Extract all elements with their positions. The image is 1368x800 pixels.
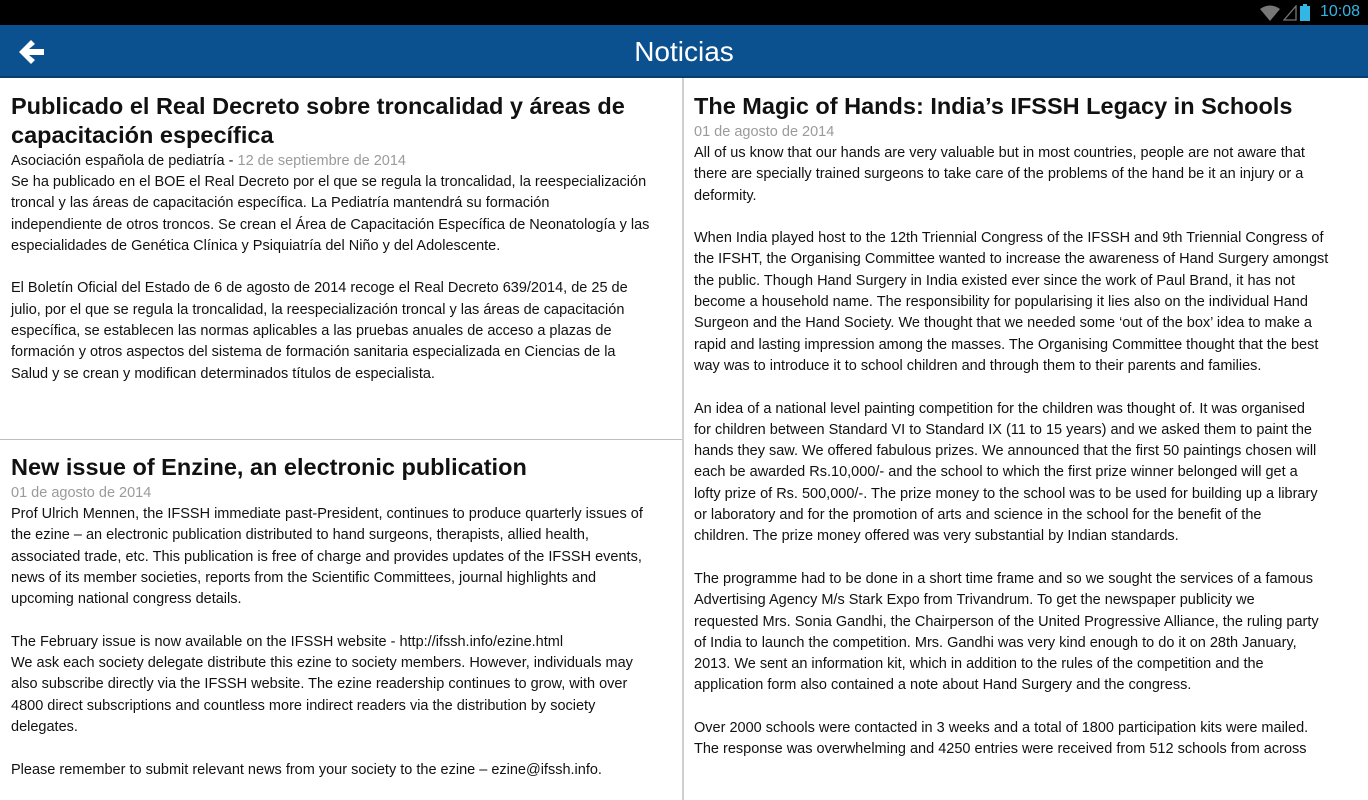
- article-text-line: Surgeon and the Hand Society. We thought that we needed some ‘out of the box’ idea to make a: [694, 315, 1312, 332]
- article-text-line: for children between Standard VI to Standard IX (11 to 15 years) and we asked them to paint the: [694, 421, 1312, 438]
- article-text-line: The response was overwhelming and 4250 entries were received from 512 schools from across: [694, 741, 1307, 758]
- article-text-line: news of its member societies, reports from the Scientific Committees, journal highlights and: [11, 569, 597, 586]
- article-text-line: formación y otros aspectos del sistema de formación sanitaria especializada en Ciencias de la: [11, 344, 616, 361]
- article-text-line: the public. Though Hand Surgery in India existed ever since the work of Paul Brand, it has not: [694, 272, 1296, 289]
- article-title-line: New issue of Enzine, an electronic publication: [11, 454, 527, 480]
- article-text-line: deformity.: [694, 187, 757, 204]
- article-text-line: 4800 direct subscriptions and countless more indirect readers via the distribution by society: [11, 697, 596, 714]
- column-divider: [682, 78, 684, 800]
- article-source: Asociación española de pediatría -: [11, 153, 238, 169]
- article-text-line: the IFSHT, the Organising Committee wanted to increase the awareness of Hand Surgery amongst: [694, 251, 1329, 268]
- article-title: [11, 92, 676, 150]
- wifi-icon: [1260, 5, 1280, 21]
- paragraph-gap: [694, 548, 1364, 569]
- article-text-line: upcoming national congress details.: [11, 591, 242, 608]
- paragraph-gap: [694, 207, 1364, 228]
- article-date: 01 de agosto de 2014: [694, 124, 835, 140]
- paragraph-gap: [11, 610, 676, 631]
- article-title-line: capacitación específica: [11, 122, 274, 148]
- article-text-line: Advertising Agency M/s Stark Expo from Trivandrum. To get the newspaper publicity we: [694, 592, 1255, 609]
- news-article[interactable]: [11, 453, 676, 781]
- article-meta: [694, 122, 1364, 143]
- article-text-line: become a household name. The responsibility for popularising it lies also on the individual Hand: [694, 294, 1308, 311]
- article-date: 12 de septiembre de 2014: [237, 153, 407, 169]
- article-body: [694, 143, 1364, 761]
- signal-icon: [1283, 5, 1297, 21]
- article-text-line: application form also contained a note about Hand Surgery and the congress.: [694, 677, 1192, 694]
- page-title: Noticias: [634, 36, 734, 67]
- article-text-line: Prof Ulrich Mennen, the IFSSH immediate past-President, continues to produce quarterly issues of: [11, 506, 643, 522]
- article-body: [11, 172, 676, 385]
- article-body: [11, 504, 676, 781]
- article-text-line: or laboratory and for the promotion of arts and science in the school for the benefit of the: [694, 507, 1262, 524]
- news-article[interactable]: [11, 92, 676, 385]
- article-text-line: children. The prize money offered was very substantial by Indian standards.: [694, 528, 1179, 545]
- article-text-line: requested Mrs. Sonia Gandhi, the Chairperson of the United Progressive Alliance, the ruling party: [694, 613, 1319, 630]
- article-text-line: julio, por el que se regula la troncalidad, la reespecialización troncal y las áreas de capacitación: [11, 301, 625, 318]
- article-text-line: independiente de otros troncos. Se crean el Área de Capacitación Específica de Neonatología y las: [11, 216, 650, 233]
- article-title: [694, 92, 1364, 121]
- paragraph-gap: [11, 257, 676, 278]
- article-text-line: Salud y se crean y modifican determinados títulos de especialista.: [11, 365, 435, 382]
- article-text-line: específica, se establecen las normas aplicables a las pruebas anuales de acceso a plazas de: [11, 323, 612, 340]
- paragraph-gap: [694, 697, 1364, 718]
- article-text-line: The programme had to be done in a short time frame and so we sought the services of a famous: [694, 570, 1313, 587]
- battery-icon: [1300, 4, 1310, 21]
- article-text-line: hands they saw. We offered fabulous prizes. We announced that the first 50 paintings chosen will: [694, 443, 1317, 460]
- article-text-line: When India played host to the 12th Triennial Congress of the IFSSH and 9th Triennial Congress of: [694, 230, 1324, 247]
- article-meta: [11, 151, 676, 172]
- news-article[interactable]: [694, 92, 1364, 761]
- article-text-line: each be awarded Rs.10,000/- and the school to which the first prize winner belonged will get a: [694, 464, 1298, 481]
- article-text-line: rapid and lasting impression among the masses. The Organising Committee thought that the best: [694, 336, 1319, 353]
- article-text-line: the ezine – an electronic publication distributed to hand surgeons, therapists, allied health,: [11, 527, 589, 544]
- article-text-line: delegates.: [11, 718, 78, 735]
- article-text-line: Se ha publicado en el BOE el Real Decreto por el que se regula la troncalidad, la reespecialización: [11, 174, 647, 190]
- article-text-line: troncal y las áreas de capacitación específica. La Pediatría mantendrá su formación: [11, 195, 550, 212]
- article-text-line: associated trade, etc. This publication is free of charge and provides updates of the IFSSH events,: [11, 548, 642, 565]
- clock: 10:08: [1319, 3, 1360, 20]
- paragraph-gap: [694, 377, 1364, 398]
- article-text-line: lofty prize of Rs. 500,000/-. The prize money to the school was to be used for building up a library: [694, 485, 1318, 502]
- article-text-line: there are specially trained surgeons to take care of the problems of the hand be it an injury or a: [694, 166, 1304, 183]
- article-text-line: All of us know that our hands are very valuable but in most countries, people are not aware that: [694, 145, 1305, 161]
- app-bar: [0, 25, 1368, 78]
- article-title-line: Publicado el Real Decreto sobre troncalidad y áreas de: [11, 93, 625, 119]
- article-text-line: especialidades de Genética Clínica y Psiquiatría del Niño y del Adolescente.: [11, 237, 501, 254]
- article-text-line: of India to launch the competition. Mrs. Gandhi was very kind enough to do it on 28th January,: [694, 634, 1297, 651]
- article-divider: [0, 439, 682, 440]
- article-text-line: also subscribe directly via the IFSSH website. The ezine readership continues to grow, with over: [11, 676, 628, 693]
- status-bar: [0, 0, 1368, 25]
- article-title: [11, 453, 676, 482]
- article-text-line: We ask each society delegate distribute this ezine to society members. However, individuals may: [11, 655, 633, 672]
- article-title-line: The Magic of Hands: India’s IFSSH Legacy in Schools: [694, 93, 1293, 119]
- article-text-line: Please remember to submit relevant news from your society to the ezine – ezine@ifssh.info.: [11, 761, 602, 778]
- article-date: 01 de agosto de 2014: [11, 485, 152, 501]
- article-text-line: way was to introduce it to school children and through them to their parents and families.: [694, 357, 1262, 374]
- article-text-line: The February issue is now available on the IFSSH website - http://ifssh.info/ezine.html: [11, 633, 564, 650]
- article-text-line: An idea of a national level painting competition for the children was thought of. It was organised: [694, 400, 1305, 417]
- article-text-line: Over 2000 schools were contacted in 3 weeks and a total of 1800 participation kits were mailed.: [694, 720, 1309, 737]
- article-text-line: 2013. We sent an information kit, which in addition to the rules of the competition and the: [694, 656, 1264, 673]
- paragraph-gap: [11, 738, 676, 759]
- article-meta: [11, 483, 676, 504]
- article-text-line: El Boletín Oficial del Estado de 6 de agosto de 2014 recoge el Real Decreto 639/2014, de 25 de: [11, 280, 628, 297]
